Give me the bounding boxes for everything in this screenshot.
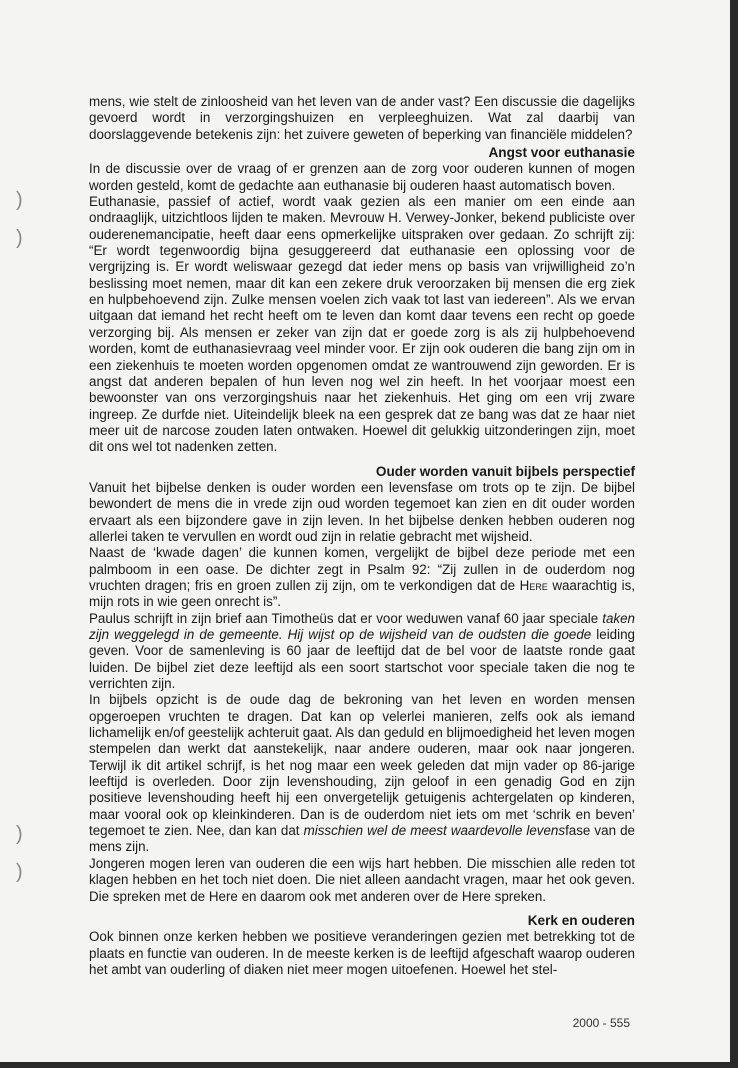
page-number: 2000 - 555 (572, 1016, 630, 1030)
section-heading: Ouder worden vanuit bijbels perspectief (375, 463, 635, 479)
paragraph: Paulus schrijft in zijn brief aan Timotheüs dat er voor weduwen vanaf 60 jaar speciale taken zijn weggelegd in de gemeente. Hij wijst op de wijsheid van de oudsten die goede leiding geven. Voor de samenleving is 60 jaar de leeftijd dat de bel voor de laatste ronde gaat luiden. De bijbel ziet deze leeftijd als een soort startschot voor speciale taken die nog te verrichten zijn. (89, 610, 635, 692)
paragraph: Ook binnen onze kerken hebben we positieve veranderingen gezien met betrekking tot de plaats en functie van ouderen. In de meeste kerken is de leeftijd afgeschaft waarop ouderen het ambt van ouderling of diaken niet meer mogen uitoefenen. Hoewel het stel- (89, 929, 635, 977)
binder-ring-mark: ) (16, 823, 23, 845)
section-heading: Kerk en ouderen (527, 912, 635, 928)
binder-ring-mark: ) (16, 861, 23, 883)
paragraph: In bijbels opzicht is de oude dag de bekroning van het leven en worden mensen opgeroepen vruchten te dragen. Dat kan op velerlei manieren, zelfs ook als iemand lichamelijk en/of geestelijk achteruit gaat. Als dan geduld en blijmoedigheid het leven mogen stempelen dan werkt dat aanstekelijk, naar andere ouderen, maar ook naar jongeren. Terwijl ik dit artikel schrijf, is het nog maar een week geleden dat mijn vader op 86-jarige leeftijd is overleden. Door zijn levenshouding, zijn geloof in een genadig God en zijn positieve levenshouding heeft hij een onvergetelijk getuigenis achtergelaten op kinderen, maar vooral ook op kleinkinderen. Dan is de ouderdom niet iets om met ‘schrik en beven’ tegemoet te zien. Nee, dan kan dat misschien wel de meest waardevolle levensfase van de mens zijn. (89, 692, 635, 855)
section-heading: Angst voor euthanasie (488, 145, 635, 161)
binder-ring-mark: ) (16, 189, 23, 211)
paragraph: In de discussie over de vraag of er grenzen aan de zorg voor ouderen kunnen of mogen worden gesteld, komt de gedachte aan euthanasie bij ouderen haast automatisch boven. (89, 161, 635, 193)
paragraph: mens, wie stelt de zinloosheid van het leven van de ander vast? Een discussie die dagelijks gevoerd wordt in verzorgingshuizen en verpleeghuizen. Wat zal daarbij van doorslaggevende betekenis zijn: het zuivere geweten of beperking van financiële middelen? (89, 94, 635, 142)
binder-ring-mark: ) (16, 227, 23, 249)
paragraph: Vanuit het bijbelse denken is ouder worden een levensfase om trots op te zijn. De bijbel bewondert de mens die in vrede zijn oud worden tegemoet kan zien en dit ouder worden ervaart als een bijzondere gave in zijn leven. In het bijbelse denken hebben ouderen nog allerlei taken te vervullen en wordt oud zijn in relatie gebracht met wijsheid. (89, 479, 635, 544)
paragraph: Jongeren mogen leren van ouderen die een wijs hart hebben. Die misschien alle reden tot klagen hebben en het toch niet doen. Die niet alleen aandacht vragen, maar het ook geven. Die spreken met de Here en daarom ook met anderen over de Here spreken. (89, 855, 635, 904)
article-text (89, 94, 635, 978)
paragraph: Naast de ‘kwade dagen’ die kunnen komen, vergelijkt de bijbel deze periode met een palmboom in een oase. De dichter zegt in Psalm 92: “Zij zullen in de ouderdom nog vruchten dragen; fris en groen zullen zij zijn, om te verkondigen dat de Here waarachtig is, mijn rots in wie geen onrecht is”. (89, 545, 636, 610)
paragraph: Euthanasie, passief of actief, wordt vaak gezien als een manier om een einde aan ondraaglijk, uitzichtloos lijden te maken. Mevrouw H. Verwey-Jonker, bekend publiciste over ouderenemancipatie, heeft daar eens opmerkelijke uitspraken over gedaan. Zo schrijft zij: “Er wordt tegenwoordig bijna gesuggereerd dat euthanasie een oplossing voor de vergrijzing is. Er wordt weliswaar gezegd dat ieder mens op basis van vrijwilligheid zo’n beslissing moet nemen, maar dit kan een zekere druk veroorzaken bij mensen die erg ziek en hulpbehoevend zijn. Zulke mensen voelen zich vaak tot last van iedereen”. Als we ervan uitgaan dat iemand het recht heeft om te leven dan komt daar tevens een recht op goede verzorging bij. Als mensen er zeker van zijn dat er goede zorg is als zij hulpbehoevend worden, komt de euthanasievraag veel minder voor. Er zijn ook ouderen die bang zijn om in een ziekenhuis te moeten worden opgenomen omdat ze wantrouwend zijn geworden. Er is angst dat anderen bepalen of hun leven nog wel zin heeft. In het voorjaar moest een bewoonster van ons verzorgingshuis naar het ziekenhuis. Het ging om een vrij zware ingreep. Ze durfde niet. Uiteindelijk bleek na een gesprek dat ze bang was dat ze haar niet meer uit de narcose zouden laten ontwaken. Hoewel dit gelukkig uitzonderingen zijn, moet dit ons wel tot nadenken zetten. (89, 194, 635, 455)
